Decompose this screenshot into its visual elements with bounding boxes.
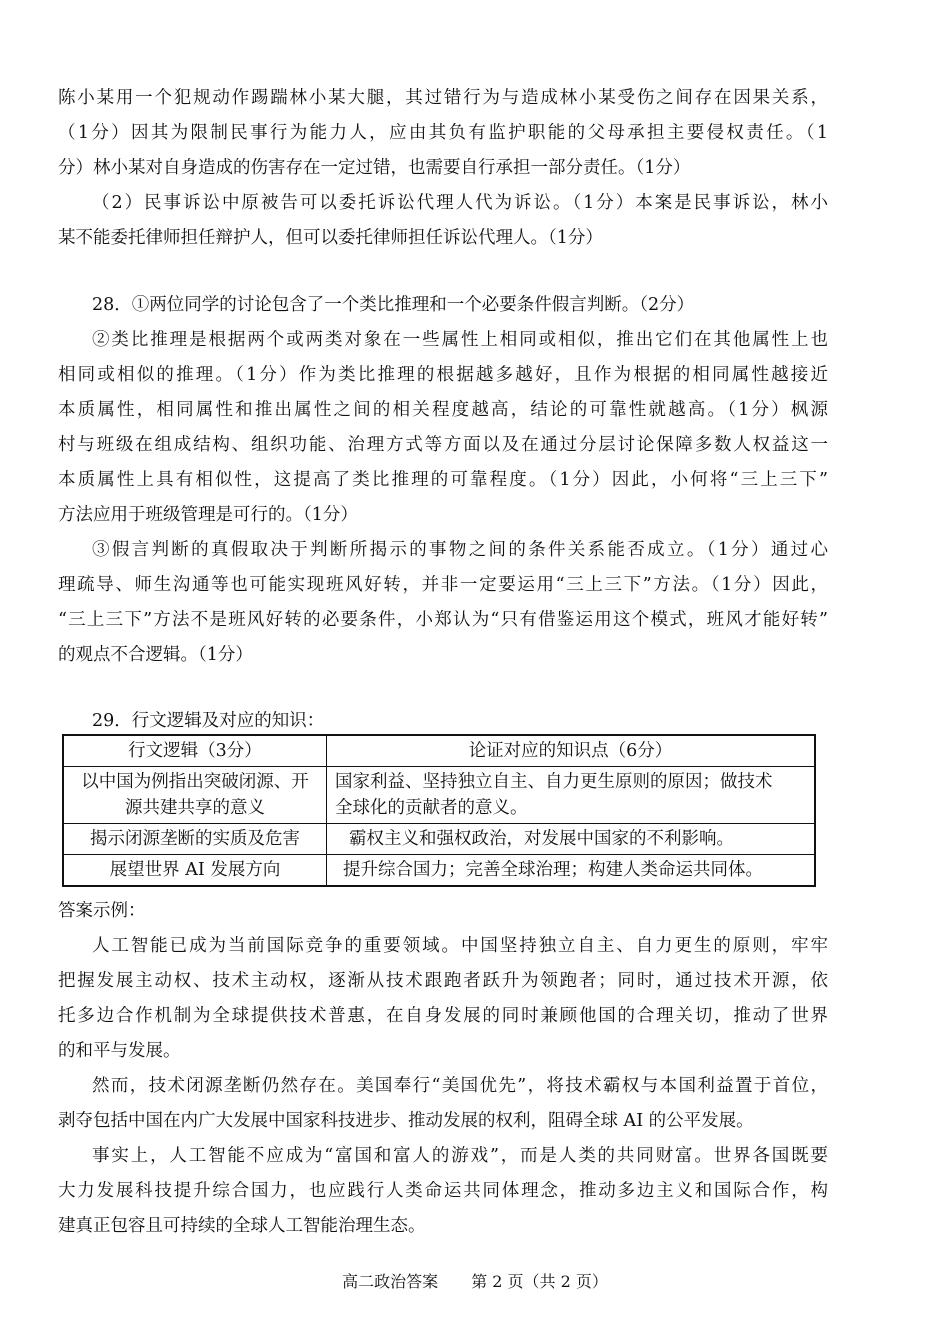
text-line: ②类比推理是根据两个或两类对象在一些属性上相同或相似，推出它们在其他属性上也 [92,330,828,350]
text-line: 事实上，人工智能不应成为“富国和富人的游戏”，而是人类的共同财富。世界各国既要 [92,1146,828,1166]
text-line: 本质属性，相同属性和推出属性之间的相关程度越高，结论的可靠性就越高。（1分）枫源 [58,400,828,420]
text-line: 然而，技术闭源垄断仍然存在。美国奉行“美国优先”，将技术霸权与本国利益置于首位， [92,1076,828,1096]
text-line: 的和平与发展。 [58,1041,181,1061]
text-line: 相同或相似的推理。（1分）作为类比推理的根据越多越好，且作为根据的相同属性越接近 [58,365,828,385]
text-line: （1分）因其为限制民事行为能力人，应由其负有监护职能的父母承担主要侵权责任。（1 [58,123,828,143]
example-label: 答案示例： [58,901,146,921]
table-row [63,855,815,887]
text-line: 分）林小某对自身造成的伤害存在一定过错，也需要自行承担一部分责任。（1分） [58,158,691,178]
cell-line: 以中国为例指出突破闭源、开 [81,772,309,792]
question-heading: 28．①两位同学的讨论包含了一个类比推理和一个必要条件假言判断。（2分） [92,295,695,315]
text-line: 村与班级在组成结构、组织功能、治理方式等方面以及在通过分层讨论保障多数人权益这一 [58,435,828,455]
text-line: 剥夺包括中国在内广大发展中国家科技进步、推动发展的权利，阻碍全球 AI 的公平发展。 [58,1111,754,1131]
knowledge-cell: 霸权主义和强权政治，对发展中国家的不利影响。 [327,824,816,855]
cell-line: 国家利益、坚持独立自主、自力更生原则的原因；做技术 [335,772,773,792]
knowledge-cell: 提升综合国力；完善全球治理；构建人类命运共同体。 [327,855,816,887]
text-line: 方法应用于班级管理是可行的。（1分） [58,505,358,525]
table-row [63,767,815,824]
logic-cell [63,767,327,824]
text-line: 的观点不合逻辑。（1分） [58,645,253,665]
text-line: 人工智能已成为当前国际竞争的重要领域。中国坚持独立自主、自力更生的原则，牢牢 [92,936,828,956]
question-heading: 29．行文逻辑及对应的知识： [92,711,325,731]
column-header-logic: 行文逻辑（3分） [63,735,327,767]
knowledge-table [62,734,816,887]
footer-page-number: 第 2 页（共 2 页） [471,1272,608,1291]
text-line: “三上三下”方法不是班风好转的必要条件，小郑认为“只有借鉴运用这个模式，班风才能好转” [58,610,828,630]
text-line: 陈小某用一个犯规动作踢踹林小某大腿，其过错行为与造成林小某受伤之间存在因果关系， [58,88,828,108]
logic-cell: 展望世界 AI 发展方向 [63,855,327,887]
knowledge-cell [327,767,816,824]
text-line: 托多边合作机制为全球提供技术普惠，在自身发展的同时兼顾他国的合理关切，推动了世界 [58,1006,828,1026]
cell-line: 全球化的贡献者的意义。 [335,798,528,818]
text-line: 建真正包容且可持续的全球人工智能治理生态。 [58,1216,426,1236]
cell-line: 源共建共享的意义 [125,798,265,818]
logic-cell: 揭示闭源垄断的实质及危害 [63,824,327,855]
text-line: 把握发展主动权、技术主动权，逐渐从技术跟跑者跃升为领跑者；同时，通过技术开源，依 [58,971,828,991]
text-line: ③假言判断的真假取决于判断所揭示的事物之间的条件关系能否成立。（1分）通过心 [92,540,828,560]
text-line: 理疏导、师生沟通等也可能实现班风好转，并非一定要运用“三上三下”方法。（1分）因此， [58,575,828,595]
text-line: 某不能委托律师担任辩护人，但可以委托律师担任诉讼代理人。（1分） [58,228,603,248]
page-footer [0,1271,950,1293]
text-line: （2）民事诉讼中原被告可以委托诉讼代理人代为诉讼。（1分）本案是民事诉讼，林小 [92,193,828,213]
table-header-row [63,735,815,767]
table-row [63,824,815,855]
column-header-knowledge: 论证对应的知识点（6分） [327,735,816,767]
footer-subject: 高二政治答案 [342,1272,439,1291]
text-line: 大力发展科技提升综合国力，也应践行人类命运共同体理念，推动多边主义和国际合作，构 [58,1181,828,1201]
text-line: 本质属性上具有相似性，这提高了类比推理的可靠程度。（1分）因此，小何将“三上三下” [58,470,828,490]
